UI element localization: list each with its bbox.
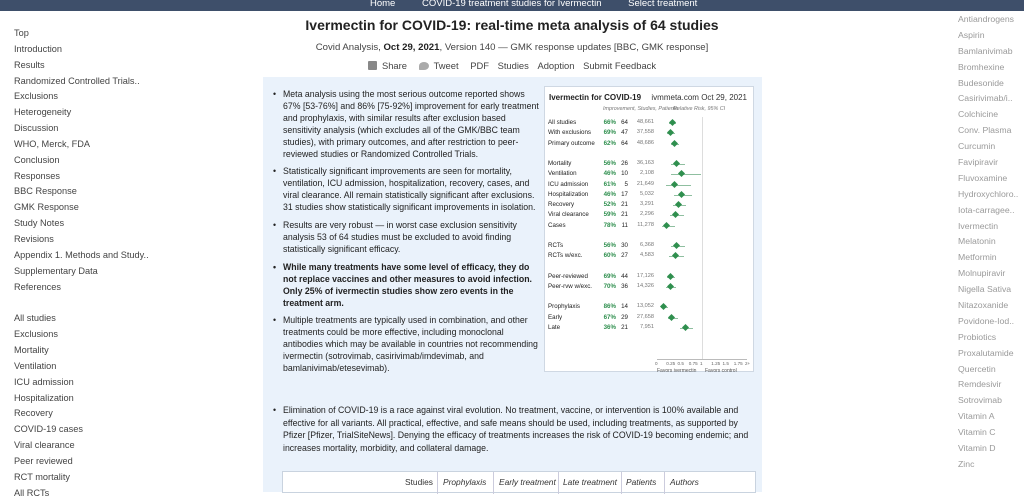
treatment-link[interactable]: Sotrovimab: [958, 395, 1002, 406]
forest-row-improvement: 46%: [603, 170, 616, 178]
forest-row-patients: 37,558: [636, 129, 654, 136]
treatment-link[interactable]: Quercetin: [958, 363, 996, 374]
sidebar-item[interactable]: BBC Response: [14, 186, 77, 197]
forest-row-improvement: 70%: [603, 282, 616, 290]
treatment-link[interactable]: Zinc: [958, 458, 975, 469]
forest-row-label: Hospitalization: [548, 190, 589, 198]
treatment-link[interactable]: Vitamin D: [958, 443, 996, 454]
forest-row-label: With exclusions: [548, 129, 591, 137]
sidebar-item[interactable]: Viral clearance: [14, 440, 75, 451]
forest-row-patients: 13,052: [636, 303, 654, 310]
forest-row-label: Primary outcome: [548, 139, 595, 147]
forest-row-improvement: 86%: [603, 303, 616, 311]
forest-plot[interactable]: [544, 86, 754, 372]
sidebar-item[interactable]: All RCTs: [14, 487, 50, 498]
forest-effect-diamond: [678, 170, 685, 177]
favors-ivermectin-label: Favors ivermectin: [657, 368, 697, 374]
favors-control-label: Favors control: [705, 368, 737, 374]
treatment-link[interactable]: Budesonide: [958, 77, 1004, 88]
action-links: [262, 60, 762, 71]
forest-row-patients: 2,108: [640, 170, 654, 177]
treatment-link[interactable]: Nitazoxanide: [958, 300, 1009, 311]
col-early-treatment[interactable]: Early treatment: [499, 477, 556, 487]
forest-effect-diamond: [667, 283, 674, 290]
forest-row-patients: 3,291: [640, 201, 654, 208]
treatment-link[interactable]: Povidone-Iod..: [958, 315, 1015, 326]
forest-row-label: Peer-reviewed: [548, 272, 588, 280]
forest-tick-label: 2+: [745, 361, 751, 366]
treatment-link[interactable]: Molnupiravir: [958, 268, 1006, 279]
forest-tick-label: 0.75: [688, 361, 698, 366]
forest-row-label: Viral clearance: [548, 211, 589, 219]
summary-bullet-6: • Elimination of COVID-19 is a race against viral evolution. No treatment, vaccine, or intervention is 100% available and effective for all variants. All practical, effective, and safe means should be used, including treatments, as supported by Pfizer [Pfizer, TrialSiteNews]. Denying the efficacy of treatments increases the risk of COVID-19 becoming endemic; and increases mortality, morbidity, and collateral damage.: [271, 404, 756, 454]
sidebar-item[interactable]: Peer reviewed: [14, 455, 73, 466]
forest-effect-diamond: [660, 303, 667, 310]
forest-row-studies: 14: [621, 303, 628, 311]
forest-ci-line: [666, 185, 691, 186]
forest-axis: [657, 359, 747, 360]
treatment-link[interactable]: Curcumin: [958, 141, 996, 152]
sidebar-item[interactable]: GMK Response: [14, 202, 79, 213]
forest-row-label: RCTs: [548, 242, 564, 249]
treatment-link[interactable]: Probiotics: [958, 331, 997, 342]
forest-row: [548, 282, 752, 292]
forest-row: [548, 159, 752, 169]
forest-row-studies: 26: [621, 159, 628, 167]
forest-header-right: Relative Risk, 95% CI: [673, 106, 726, 112]
studies-link[interactable]: Studies: [497, 60, 529, 71]
facebook-icon: [368, 61, 377, 70]
summary-bullet-1: • Meta analysis using the most serious outcome reported shows 67% [53‑76%] and 86% [75‑92%] improvement for early treatment and prophylaxis, with similar results after exclusion based sensitivity analysis (which excludes all of the GMK/BBC team studies), with primary outcomes, and after restriction to peer-reviewed studies or Randomized Controlled Trials.: [271, 89, 543, 160]
treatment-link[interactable]: Favipiravir: [958, 157, 999, 168]
sidebar-item[interactable]: Recovery: [14, 408, 53, 419]
forest-row-studies: 29: [621, 313, 628, 321]
forest-row-studies: 17: [621, 190, 628, 198]
forest-row: [548, 251, 752, 261]
forest-row: [548, 221, 752, 231]
forest-row-studies: 64: [621, 139, 628, 147]
forest-row-studies: 27: [621, 252, 628, 260]
forest-row-label: RCTs w/exc.: [548, 252, 583, 260]
forest-row-label: ICU admission: [548, 180, 589, 188]
forest-row-patients: 4,583: [640, 252, 654, 259]
treatment-link[interactable]: Nigella Sativa: [958, 284, 1012, 295]
forest-row-patients: 17,126: [636, 272, 654, 279]
forest-row-improvement: 69%: [603, 129, 616, 137]
sidebar-item[interactable]: COVID-19 cases: [14, 424, 83, 435]
sidebar-item[interactable]: Heterogeneity: [14, 107, 72, 118]
forest-row: [548, 323, 752, 333]
forest-row-improvement: 67%: [603, 313, 616, 321]
page-title: Ivermectin for COVID-19: real-time meta analysis of 64 studies: [305, 17, 719, 33]
forest-effect-diamond: [667, 129, 674, 136]
sidebar-item[interactable]: Responses: [14, 170, 60, 181]
forest-effect-diamond: [672, 211, 679, 218]
forest-effect-diamond: [673, 160, 680, 167]
forest-row-improvement: 36%: [603, 323, 616, 331]
forest-effect-diamond: [667, 273, 674, 280]
forest-row: [548, 313, 752, 323]
sidebar-item[interactable]: Hospitalization: [14, 392, 74, 403]
forest-ci-line: [671, 174, 701, 175]
sidebar-item[interactable]: Conclusion: [14, 154, 60, 165]
pdf-link[interactable]: PDF: [470, 60, 489, 71]
treatment-link[interactable]: Bromhexine: [958, 61, 1005, 72]
forest-row-studies: 5: [624, 180, 628, 188]
forest-row-improvement: 56%: [603, 242, 616, 249]
forest-row-patients: 21,649: [636, 180, 654, 187]
forest-effect-diamond: [673, 242, 680, 249]
forest-effect-diamond: [682, 324, 689, 331]
treatment-link[interactable]: Melatonin: [958, 236, 996, 247]
col-patients[interactable]: Patients: [626, 477, 657, 487]
page-subtitle: Covid Analysis, Oct 29, 2021, Version 140 — GMK response updates [BBC, GMK response]: [315, 42, 709, 53]
forest-tick-label: 1.5: [722, 361, 729, 366]
col-prophylaxis[interactable]: Prophylaxis: [443, 477, 487, 487]
forest-row-patients: 27,658: [636, 313, 654, 320]
forest-row-improvement: 52%: [603, 201, 616, 209]
forest-row-improvement: 60%: [603, 252, 616, 260]
nav-home-link[interactable]: Home: [370, 0, 396, 9]
forest-row: [548, 272, 752, 282]
forest-row-studies: 36: [621, 282, 628, 290]
forest-effect-diamond: [675, 201, 682, 208]
forest-tick-label: 1: [700, 361, 703, 366]
forest-effect-diamond: [671, 252, 678, 259]
forest-row-patients: 11,278: [637, 221, 654, 228]
forest-row-label: Mortality: [548, 159, 572, 167]
forest-row-label: Prophylaxis: [548, 303, 580, 311]
forest-row-improvement: 56%: [603, 159, 616, 167]
treatment-link[interactable]: Vitamin C: [958, 427, 996, 438]
forest-row-studies: 11: [621, 221, 628, 229]
forest-row-improvement: 66%: [603, 119, 616, 126]
forest-title: Ivermectin for COVID-19: [549, 93, 642, 102]
treatment-link[interactable]: Casirivimab/i..: [958, 93, 1013, 104]
summary-bullet-3: • Results are very robust — in worst case exclusion sensitivity analysis 53 of 64 studies must be excluded to avoid finding statistically significant efficacy.: [271, 220, 543, 256]
page-date: Oct 29, 2021: [383, 42, 440, 53]
sidebar-item[interactable]: Study Notes: [14, 218, 65, 229]
forest-row-patients: 5,032: [640, 190, 654, 197]
forest-row-patients: 14,326: [636, 282, 654, 289]
forest-row-studies: 21: [621, 323, 628, 331]
col-studies[interactable]: Studies: [405, 477, 433, 487]
summary-bullet-5: • Multiple treatments are typically used in combination, and other treatments could be more effective, including monoclonal antibodies which may be available in countries not recommending ivermectin (sotrovimab, casirivimab/imdevimab, and bamlanivimab/etesevimab).: [271, 315, 543, 375]
sidebar-item[interactable]: Results: [14, 59, 45, 70]
treatment-link[interactable]: Antiandrogens: [958, 14, 1015, 24]
treatment-link[interactable]: Proxalutamide: [958, 347, 1014, 358]
page-header: [262, 17, 762, 71]
forest-row-studies: 21: [621, 201, 628, 209]
right-sidebar: [958, 12, 1024, 473]
summary-bullet-2: • Statistically significant improvements are seen for mortality, ventilation, ICU admission, hospitalization, recovery, cases, and viral clearance. All remain statistically significant after exclusions. 31 studies show statistically significant improvements in isolation.: [271, 166, 543, 214]
summary-bullets: [271, 89, 543, 381]
forest-row-patients: 2,296: [640, 211, 654, 218]
adoption-link[interactable]: Adoption: [537, 60, 575, 71]
treatment-link[interactable]: Conv. Plasma: [958, 125, 1012, 136]
forest-row-improvement: 46%: [603, 190, 616, 198]
forest-row-label: Recovery: [548, 201, 575, 209]
forest-effect-diamond: [669, 119, 676, 126]
forest-row: [548, 241, 752, 251]
forest-row-label: Peer-rvw w/exc.: [548, 282, 593, 290]
forest-row-patients: 36,163: [636, 159, 654, 166]
sidebar-item[interactable]: ICU admission: [14, 376, 74, 387]
treatment-link[interactable]: Bamlanivimab: [958, 45, 1013, 56]
sidebar-item[interactable]: Ventilation: [14, 360, 57, 371]
forest-row-patients: 48,661: [636, 119, 654, 125]
top-nav-bar: [0, 0, 1024, 11]
forest-effect-diamond: [671, 180, 678, 187]
forest-row-label: All studies: [548, 119, 577, 126]
forest-row-label: Ventilation: [548, 170, 577, 178]
twitter-icon: [419, 62, 429, 70]
treatment-link[interactable]: Metformin: [958, 252, 997, 263]
forest-row-patients: 7,951: [640, 323, 654, 330]
forest-effect-diamond: [671, 140, 678, 147]
forest-row-studies: 21: [621, 211, 628, 219]
sidebar-item[interactable]: Exclusions: [14, 329, 58, 340]
treatment-link[interactable]: Colchicine: [958, 109, 999, 120]
forest-row: [548, 118, 752, 128]
forest-row: [548, 200, 752, 210]
sidebar-item[interactable]: Discussion: [14, 123, 59, 134]
sidebar-item[interactable]: Top: [14, 28, 29, 38]
treatment-link[interactable]: Vitamin A: [958, 411, 995, 422]
sidebar-item[interactable]: References: [14, 281, 61, 292]
forest-tick-label: 0.25: [666, 361, 676, 366]
study-table-header: [282, 471, 756, 493]
forest-header-left: Improvement, Studies, Patients: [603, 106, 678, 112]
sidebar-item[interactable]: Supplementary Data: [14, 265, 98, 276]
forest-row: [548, 180, 752, 190]
forest-row: [548, 139, 752, 149]
sidebar-item[interactable]: Exclusions: [14, 91, 58, 102]
share-link[interactable]: Share: [368, 60, 410, 71]
summary-bullet-4: • While many treatments have some level of efficacy, they do not replace vaccines and other measures to avoid infection. Only 25% of ivermectin studies show zero events in the treatment arm.: [271, 262, 543, 310]
forest-row-label: Cases: [548, 221, 566, 229]
col-authors[interactable]: Authors: [670, 477, 699, 487]
forest-tick-label: 1.75: [733, 361, 743, 366]
forest-tick-label: 1.25: [711, 361, 721, 366]
treatment-link[interactable]: Aspirin: [958, 29, 985, 40]
forest-effect-diamond: [663, 222, 670, 229]
forest-row: [548, 128, 752, 138]
tweet-link[interactable]: Tweet: [419, 60, 462, 71]
forest-row-improvement: 62%: [603, 139, 616, 147]
treatment-link[interactable]: Hydroxychloro..: [958, 188, 1019, 199]
forest-row-improvement: 61%: [603, 180, 616, 188]
forest-site: ivmmeta.com Oct 29, 2021: [651, 93, 747, 102]
forest-row: [548, 302, 752, 312]
forest-row-studies: 44: [621, 272, 628, 280]
forest-effect-diamond: [668, 313, 675, 320]
forest-row-studies: 47: [621, 129, 628, 137]
forest-effect-diamond: [678, 191, 685, 198]
forest-row: [548, 169, 752, 179]
treatment-link[interactable]: Fluvoxamine: [958, 172, 1008, 183]
forest-row-label: Early: [548, 313, 563, 321]
sidebar-item[interactable]: WHO, Merck, FDA: [14, 138, 91, 149]
forest-row-improvement: 69%: [603, 272, 616, 280]
forest-row-studies: 64: [621, 119, 628, 126]
forest-row-improvement: 78%: [603, 221, 616, 229]
col-late-treatment[interactable]: Late treatment: [563, 477, 618, 487]
sidebar-item[interactable]: RCT mortality: [14, 471, 70, 482]
sidebar-item[interactable]: Appendix 1. Methods and Study..: [14, 249, 149, 260]
forest-row-studies: 10: [621, 170, 628, 178]
forest-row-studies: 30: [621, 242, 628, 249]
forest-row-patients: 48,686: [636, 139, 654, 146]
forest-row: [548, 210, 752, 220]
nav-select-treatment-link[interactable]: Select treatment: [628, 0, 698, 9]
forest-row-improvement: 59%: [603, 211, 616, 219]
sidebar-item[interactable]: Revisions: [14, 233, 54, 244]
treatment-link[interactable]: Iota-carragee..: [958, 204, 1015, 215]
nav-studies-link[interactable]: COVID-19 treatment studies for Ivermectin: [421, 0, 602, 9]
submit-feedback-link[interactable]: Submit Feedback: [583, 60, 657, 71]
forest-tick-label: 0: [655, 361, 658, 366]
left-sidebar: [14, 26, 154, 501]
sidebar-item[interactable]: Mortality: [14, 345, 49, 356]
sidebar-item[interactable]: Introduction: [14, 43, 63, 54]
treatment-link[interactable]: Ivermectin: [958, 220, 999, 231]
sidebar-item[interactable]: All studies: [14, 313, 56, 324]
summary-panel: [263, 77, 762, 492]
forest-row: [548, 190, 752, 200]
forest-row-label: Late: [548, 323, 561, 331]
forest-row-patients: 6,368: [640, 242, 654, 248]
forest-tick-label: 0.5: [677, 361, 684, 366]
sidebar-item[interactable]: Randomized Controlled Trials..: [14, 75, 140, 86]
treatment-link[interactable]: Remdesivir: [958, 379, 1002, 390]
